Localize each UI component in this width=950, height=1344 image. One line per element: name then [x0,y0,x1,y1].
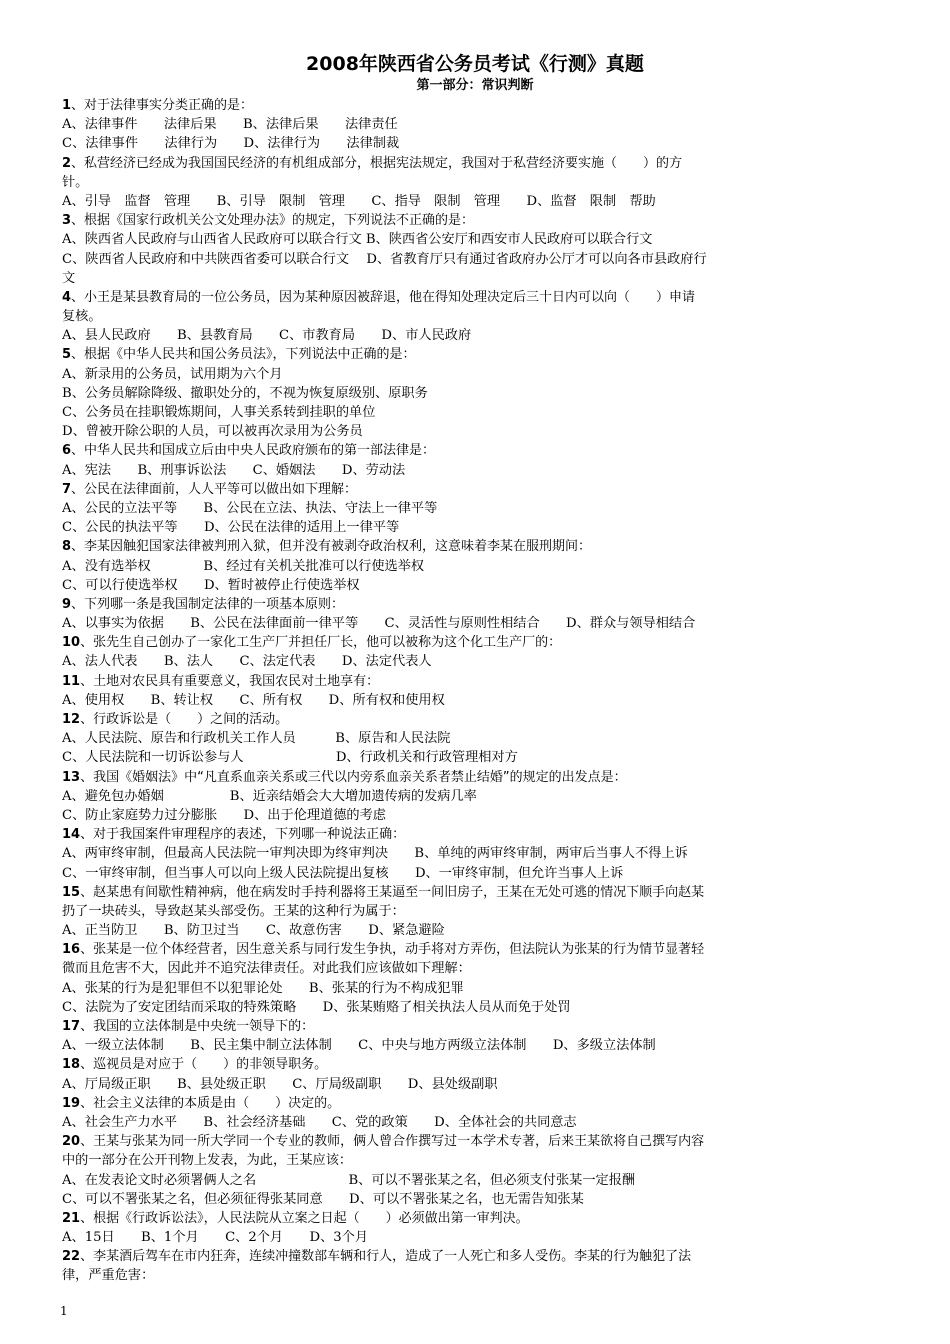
option-line: 律，严重危害： [62,1268,155,1284]
question-line [62,288,892,307]
question-text: 、李某因触犯国家法律被判刑入狱，但并没有被剥夺政治权利，这意味着李某在服刑期间： [71,539,592,555]
question-number: 18 [62,1057,81,1073]
question-text: 、对于法律事实分类正确的是： [71,98,254,113]
option-line: A、正当防卫 B、防卫过当 C、故意伤害 D、紧急避险 [62,923,445,939]
option-line: A、没有选举权 B、经过有关机关批准可以行使选举权 [62,558,425,574]
question-line [62,1094,892,1113]
question-line [62,595,892,614]
section-heading: 第一部分：常识判断 [416,78,534,93]
option-line: A、人民法院、原告和行政机关工作人员 B、原告和人民法院 [62,731,451,747]
question-text: 、根据《国家行政机关公文处理办法》的规定，下列说法不正确的是： [71,213,475,229]
question-text: 、张先生自己创办了一家化工生产厂并担任厂长，他可以被称为这个化工生产厂的： [80,635,562,651]
question-line [62,672,892,691]
question-text: 、小王是某县教育局的一位公务员，因为某种原因被辞退，他在得知处理决定后三十日内可以向（ ）申请 [71,289,696,305]
question-line [62,1132,892,1151]
question-text: 、王某与张某为同一所大学同一个专业的教师，俩人曾合作撰写过一本学术专著，后来王某欲将自己撰写内容 [80,1134,705,1150]
question-text: 、张某是一位个体经营者，因生意关系与同行发生争执，动手将对方弄伤，但法院认为张某的行为情节显著轻 [80,942,705,958]
document-title: 2008年陕西省公务员考试《行测》真题 [306,53,644,75]
question-line [62,710,892,729]
option-line: A、使用权 B、转让权 C、所有权 D、所有权和使用权 [62,692,445,708]
option-line: A、县人民政府 B、县教育局 C、市教育局 D、市人民政府 [62,328,472,344]
option-line: A、两审终审制，但最高人民法院一审判决即为终审判决 B、单纯的两审终审制，两审后当事人不得上诉 [62,846,688,862]
question-text: 、社会主义法律的本质是由（ ）决定的。 [80,1095,341,1111]
question-list [62,96,892,1286]
page-number: 1 [60,1304,68,1318]
question-text: 、土地对农民具有重要意义，我国农民对土地享有： [80,673,380,689]
question-number: 5 [62,347,72,363]
question-text: 、对于我国案件审理程序的表述，下列哪一种说法正确： [80,827,406,843]
question-number: 3 [62,213,72,229]
question-number: 4 [62,289,72,305]
option-line: C、一审终审制，但当事人可以向上级人民法院提出复核 D、一审终审制，但允许当事人上诉 [62,865,624,881]
option-line: A、新录用的公务员，试用期为六个月 [62,366,283,382]
option-line: 复核。 [62,309,102,325]
option-line: A、一级立法体制 B、民主集中制立法体制 C、中央与地方两级立法体制 D、多级立法体制 [62,1038,656,1054]
question-number: 17 [62,1019,81,1034]
question-number: 11 [62,673,81,689]
option-line: C、公民的执法平等 D、公民在法律的适用上一律平等 [62,520,400,536]
option-line: A、厅局级正职 B、县处级正职 C、厅局级副职 D、县处级副职 [62,1076,498,1092]
question-line [62,1247,892,1266]
question-line [62,345,892,364]
option-line: C、公务员在挂职锻炼期间，人事关系转到挂职的单位 [62,405,376,420]
question-number: 20 [62,1134,81,1150]
question-number: 7 [62,481,72,497]
question-text: 、中华人民共和国成立后由中央人民政府颁布的第一部法律是： [71,443,436,459]
question-number: 13 [62,769,81,785]
question-number: 9 [62,596,72,612]
question-text: 、私营经济已经成为我国国民经济的有机组成部分，根据宪法规定，我国对于私营经济要实施（ ）的方 [71,155,683,171]
question-text: 、根据《中华人民共和国公务员法》，下列说法中正确的是： [71,347,416,363]
question-text: 、巡视员是对应于（ ）的非领导职务。 [80,1057,328,1073]
question-line [62,211,892,230]
question-number: 22 [62,1249,81,1265]
question-text: 、李某酒后驾车在市内狂奔，连续冲撞数部车辆和行人，造成了一人死亡和多人受伤。李某的行为触犯了法 [80,1249,692,1265]
question-text: 、根据《行政诉讼法》，人民法院从立案之日起（ ）必须做出第一审判决。 [80,1210,529,1226]
question-line [62,441,892,460]
question-text: 、公民在法律面前，人人平等可以做出如下理解： [71,481,358,497]
option-line: 微而且危害不大，因此并不追究法律责任。对此我们应该做如下理解： [62,961,471,977]
question-number: 10 [62,635,81,651]
option-line: A、陕西省人民政府与山西省人民政府可以联合行文 B、陕西省公安厅和西安市人民政府可以联合行文 [62,232,653,248]
option-line: 扔了一块砖头，导致赵某头部受伤。王某的这种行为属于： [62,903,405,919]
option-line: A、避免包办婚姻 B、近亲结婚会大大增加遗传病的发病几率 [62,788,477,804]
question-line [62,480,892,499]
question-number: 1 [62,98,72,113]
question-line [62,154,892,173]
question-line [62,883,892,902]
question-line [62,940,892,959]
question-line [62,1055,892,1074]
option-line: A、公民的立法平等 B、公民在立法、执法、守法上一律平等 [62,500,438,516]
question-line [62,1209,892,1228]
option-line: C、法院为了安定团结而采取的特殊策略 D、张某贿赂了相关执法人员从而免于处罚 [62,999,571,1015]
option-line: B、公务员解除降级、撤职处分的，不视为恢复原级别、原职务 [62,385,428,401]
question-number: 8 [62,539,72,555]
option-line: C、陕西省人民政府和中共陕西省委可以联合行文 D、省教育厅只有通过省政府办公厅才可以向各市县政府行 [62,251,707,267]
question-line [62,537,892,556]
question-text: 、我国的立法体制是中央统一领导下的： [80,1019,315,1034]
question-text: 、下列哪一条是我国制定法律的一项基本原则： [71,596,345,612]
question-text: 、赵某患有间歇性精神病，他在病发时手持利器将王某逼至一间旧房子，王某在无处可逃的情况下顺手向赵某 [80,884,705,900]
question-text: 、行政诉讼是（ ）之间的活动。 [80,712,289,727]
question-line [62,1017,892,1036]
question-number: 2 [62,155,72,171]
option-line: 针。 [62,174,89,190]
option-line: A、宪法 B、刑事诉讼法 C、婚姻法 D、劳动法 [62,462,406,478]
question-line [62,633,892,652]
question-number: 12 [62,712,81,727]
question-number: 15 [62,884,81,900]
question-number: 16 [62,942,81,958]
option-line: D、曾被开除公职的人员，可以被再次录用为公务员 [62,424,363,440]
option-line: C、人民法院和一切诉讼参与人 D、行政机关和行政管理相对方 [62,750,518,766]
option-line: 中的一部分在公开刊物上发表，为此，王某应该： [62,1153,353,1169]
option-line: A、引导 监督 管理 B、引导 限制 管理 C、指导 限制 管理 D、监督 限制 帮助 [62,193,656,209]
question-number: 19 [62,1095,81,1111]
option-line: A、以事实为依据 B、公民在法律面前一律平等 C、灵活性与原则性相结合 D、群众与领导相结合 [62,616,696,632]
option-line: C、法律事件 法律行为 D、法律行为 法律制裁 [62,136,400,152]
question-number: 21 [62,1210,81,1226]
question-number: 14 [62,827,81,843]
option-line: A、在发表论文时必须署俩人之名 B、可以不署张某之名，但必须支付张某一定报酬 [62,1172,636,1188]
option-line: A、法人代表 B、法人 C、法定代表 D、法定代表人 [62,654,432,670]
option-line: C、可以不署张某之名，但必须征得张某同意 D、可以不署张某之名，也无需告知张某 [62,1191,584,1207]
question-line [62,96,892,115]
option-line: 文 [62,270,76,286]
question-line [62,768,892,787]
option-line: A、张某的行为是犯罪但不以犯罪论处 B、张某的行为不构成犯罪 [62,980,464,996]
option-line: A、15日 B、1个月 C、2个月 D、3个月 [62,1230,369,1246]
option-line: A、社会生产力水平 B、社会经济基础 C、党的政策 D、全体社会的共同意志 [62,1114,577,1130]
question-text: 、我国《婚姻法》中“凡直系血亲关系或三代以内旁系血亲关系者禁止结婚”的规定的出发点是： [80,769,627,785]
option-line: C、可以行使选举权 D、暂时被停止行使选举权 [62,577,360,593]
question-number: 6 [62,443,72,459]
question-line [62,825,892,844]
option-line: C、防止家庭势力过分膨胀 D、出于伦理道德的考虑 [62,807,386,823]
option-line: A、法律事件 法律后果 B、法律后果 法律责任 [62,117,398,133]
